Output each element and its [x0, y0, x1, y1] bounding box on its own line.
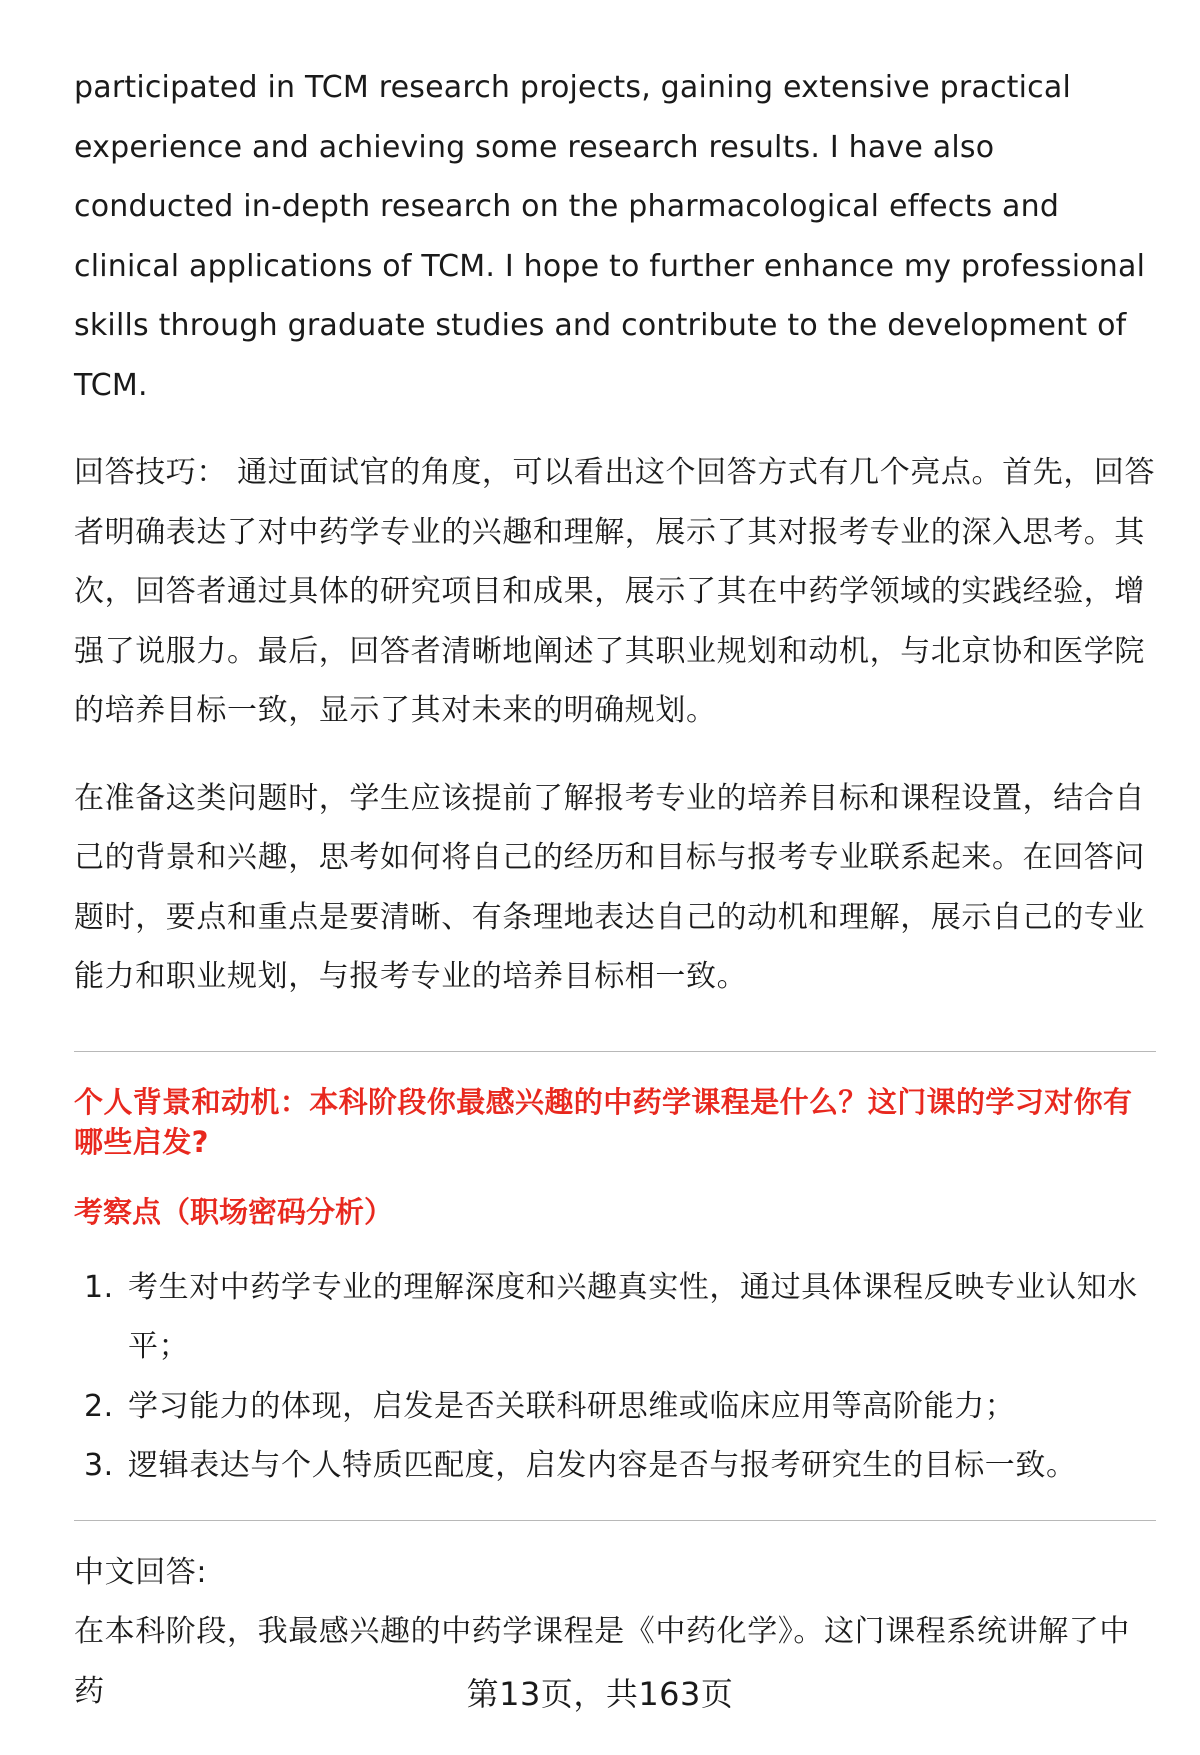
analysis-points-list: [74, 1258, 1156, 1496]
answer-tips-paragraph: 回答技巧： 通过面试官的角度，可以看出这个回答方式有几个亮点。首先，回答者明确表达了对中药学专业的兴趣和理解，展示了其对报考专业的深入思考。其次，回答者通过具体的研究项目和成果，展示了其在中药学领域的实践经验，增强了说服力。最后，回答者清晰地阐述了其职业规划和动机，与北京协和医学院的培养目标一致，显示了其对未来的明确规划。: [74, 455, 1156, 728]
chinese-answer-label: 中文回答:: [74, 1554, 208, 1590]
list-item-text: 逻辑表达与个人特质匹配度，启发内容是否与报考研究生的目标一致。: [128, 1448, 1077, 1483]
list-item-number: 2.: [84, 1388, 114, 1424]
preparation-advice-paragraph: 在准备这类问题时，学生应该提前了解报考专业的培养目标和课程设置，结合自己的背景和兴趣，思考如何将自己的经历和目标与报考专业联系起来。在回答问题时，要点和重点是要清晰、有条理地表达自己的动机和理解，展示自己的专业能力和职业规划，与报考专业的培养目标相一致。: [74, 780, 1145, 994]
list-item: [74, 1258, 1156, 1377]
section-divider-top: [74, 1051, 1156, 1052]
section-divider-bottom: [74, 1520, 1156, 1521]
list-item: [74, 1377, 1156, 1437]
chinese-answer-text: 在本科阶段，我最感兴趣的中药学课程是《中药化学》。这门课程系统讲解了中药: [74, 1614, 1130, 1709]
list-item-number: 1.: [84, 1269, 114, 1305]
list-item-number: 3.: [84, 1448, 114, 1483]
question-title: 个人背景和动机：本科阶段你最感兴趣的中药学课程是什么？这门课的学习对你有哪些启发?: [74, 1084, 1133, 1159]
list-item-text: 考生对中药学专业的理解深度和兴趣真实性，通过具体课程反映专业认知水平；: [128, 1269, 1138, 1364]
english-answer-paragraph: participated in TCM research projects, gaining extensive practical experience and achieving some research results. I have also conducted in-depth research on the pharmacological effects and clinical applications of TCM. I hope to further enhance my professional skills through graduate studies and contribute to the development of TCM.: [74, 70, 1146, 403]
page-number: 第13页，共163页: [466, 1675, 734, 1713]
analysis-heading: 考察点（职场密码分析）: [74, 1194, 394, 1229]
document-page: [74, 58, 1156, 1721]
list-item: [74, 1436, 1156, 1496]
list-item-text: 学习能力的体现，启发是否关联科研思维或临床应用等高阶能力；: [128, 1388, 1016, 1424]
